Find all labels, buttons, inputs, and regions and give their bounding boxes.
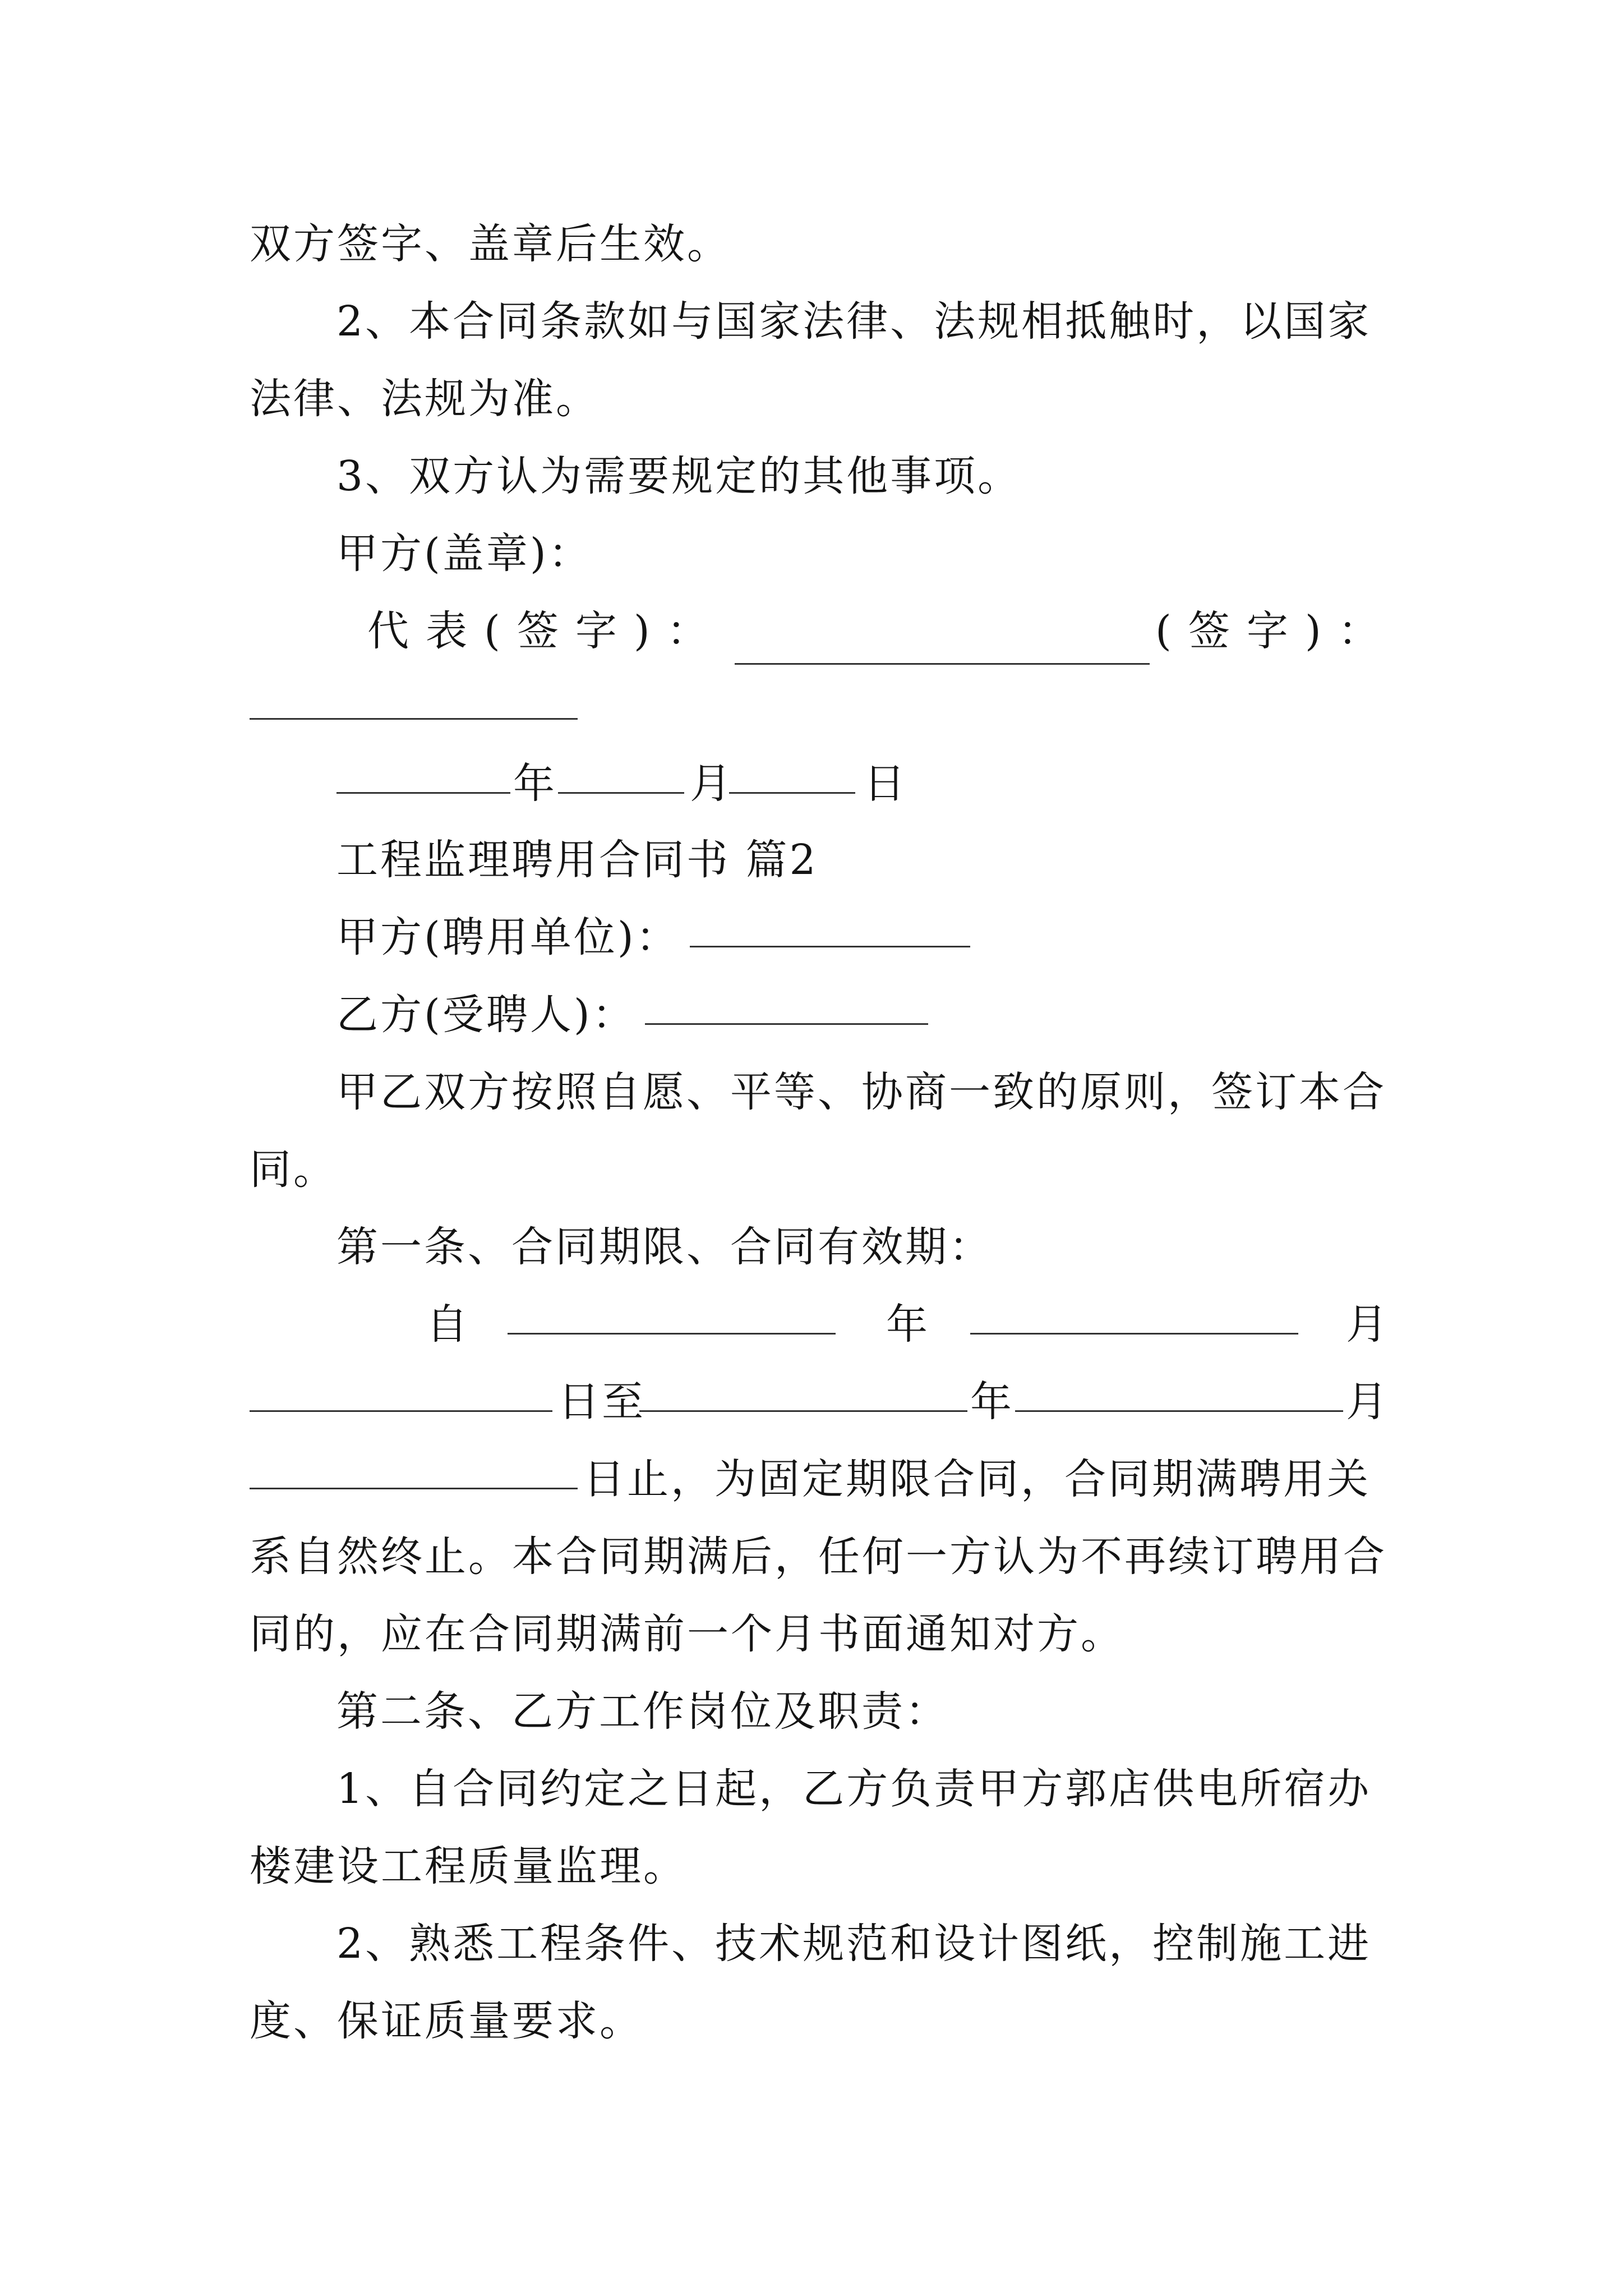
signature-label: (签字)： bbox=[1155, 607, 1396, 655]
from-label: 自 bbox=[426, 1300, 470, 1349]
paragraph-line: 双方签字、盖章后生效。 bbox=[250, 220, 731, 268]
month-label: 月 bbox=[1346, 1378, 1390, 1426]
start-day-blank bbox=[250, 1371, 552, 1412]
day-to-label: 日至 bbox=[558, 1378, 645, 1426]
start-year-blank bbox=[508, 1294, 836, 1335]
end-day-blank bbox=[250, 1448, 578, 1489]
section-title: 工程监理聘用合同书 篇2 bbox=[336, 836, 818, 884]
signature-blank bbox=[250, 679, 578, 720]
paragraph-line: 日止，为固定期限合同，合同期满聘用关 bbox=[583, 1455, 1371, 1503]
paragraph-line: 2、本合同条款如与国家法律、法规相抵触时，以国家 bbox=[336, 297, 1372, 346]
month-blank bbox=[558, 753, 684, 794]
paragraph-line: 1、自合同约定之日起，乙方负责甲方郭店供电所宿办 bbox=[336, 1765, 1372, 1813]
day-blank bbox=[729, 753, 855, 794]
paragraph-line: 同。 bbox=[250, 1145, 337, 1194]
party-a-label: 甲方(聘用单位)： bbox=[336, 913, 680, 961]
paragraph-line: 甲乙双方按照自愿、平等、协商一致的原则，签订本合 bbox=[336, 1068, 1386, 1116]
year-label: 年 bbox=[513, 760, 557, 808]
month-label: 月 bbox=[690, 760, 734, 808]
year-label: 年 bbox=[970, 1378, 1014, 1426]
paragraph-line: 同的，应在合同期满前一个月书面通知对方。 bbox=[250, 1610, 1124, 1658]
signature-party-a-seal: 甲方(盖章)： bbox=[336, 530, 592, 578]
month-label: 月 bbox=[1346, 1300, 1390, 1349]
paragraph-line: 2、熟悉工程条件、技术规范和设计图纸，控制施工进 bbox=[336, 1920, 1372, 1968]
signature-blank bbox=[735, 624, 1150, 665]
paragraph-line: 3、双方认为需要规定的其他事项。 bbox=[336, 452, 1022, 500]
end-month-blank bbox=[1015, 1371, 1343, 1412]
end-year-blank bbox=[639, 1371, 967, 1412]
article-heading: 第二条、乙方工作岗位及职责： bbox=[336, 1687, 949, 1736]
paragraph-line: 度、保证质量要求。 bbox=[250, 1997, 643, 2045]
paragraph-line: 法律、法规为准。 bbox=[250, 375, 600, 423]
representative-signature-label: 代表(签字)： bbox=[367, 607, 725, 655]
paragraph-line: 楼建设工程质量监理。 bbox=[250, 1842, 687, 1890]
party-a-blank bbox=[690, 907, 970, 947]
start-month-blank bbox=[970, 1294, 1298, 1335]
article-heading: 第一条、合同期限、合同有效期： bbox=[336, 1223, 993, 1271]
party-b-label: 乙方(受聘人)： bbox=[336, 991, 636, 1039]
party-b-blank bbox=[645, 984, 928, 1025]
year-label: 年 bbox=[886, 1300, 930, 1349]
day-label: 日 bbox=[864, 760, 907, 808]
paragraph-line: 系自然终止。本合同期满后，任何一方认为不再续订聘用合 bbox=[250, 1533, 1387, 1581]
year-blank bbox=[336, 753, 510, 794]
